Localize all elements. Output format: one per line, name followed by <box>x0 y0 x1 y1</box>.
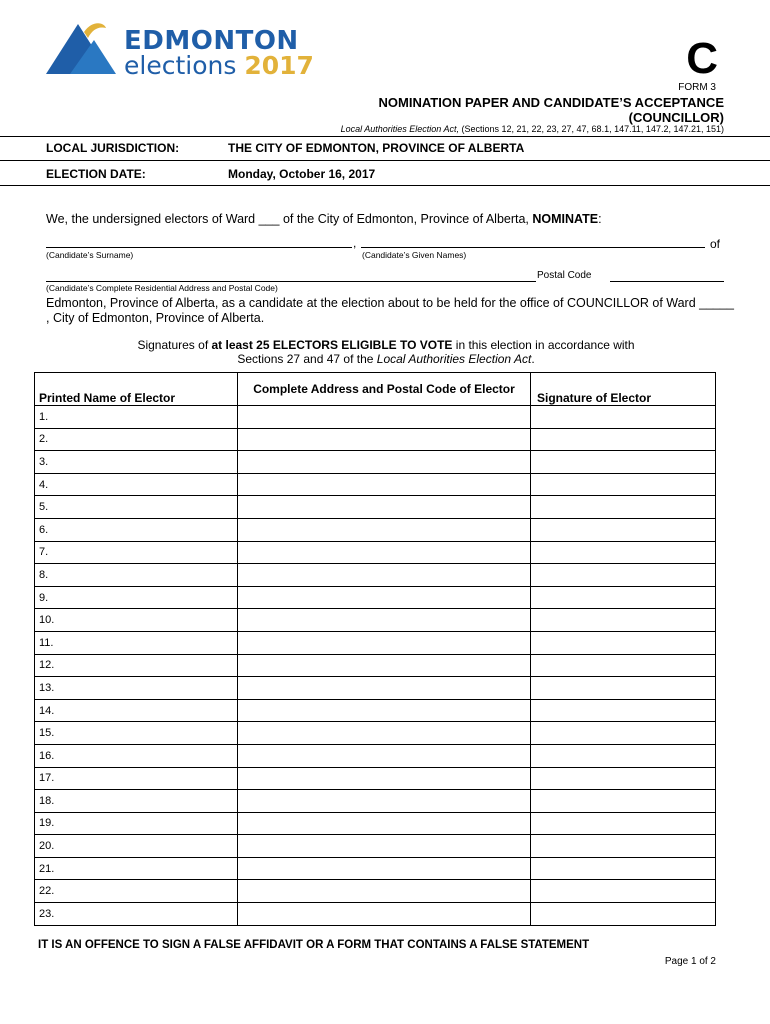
table-row <box>35 609 716 632</box>
signature-requirement <box>46 338 726 366</box>
table-row <box>35 903 716 926</box>
signature-sections: Sections 27 and 47 of the <box>237 352 377 366</box>
elector-address-cell[interactable] <box>238 586 531 609</box>
elector-address-cell[interactable] <box>238 518 531 541</box>
table-row <box>35 586 716 609</box>
elector-address-cell[interactable] <box>238 677 531 700</box>
signature-period: . <box>531 352 535 366</box>
table-row <box>35 473 716 496</box>
elector-signature-cell[interactable] <box>531 428 716 451</box>
elector-name-cell[interactable]: 18. <box>35 790 238 813</box>
signature-act-name: Local Authorities Election Act <box>376 352 532 366</box>
elector-signature-cell[interactable] <box>531 541 716 564</box>
table-row <box>35 812 716 835</box>
divider <box>0 185 770 186</box>
table-row <box>35 541 716 564</box>
elector-address-cell[interactable] <box>238 699 531 722</box>
nomination-statement <box>46 212 602 226</box>
elector-address-cell[interactable] <box>238 880 531 903</box>
candidate-address-line[interactable] <box>46 281 536 282</box>
elector-signature-cell[interactable] <box>531 451 716 474</box>
elector-signature-cell[interactable] <box>531 880 716 903</box>
elector-address-cell[interactable] <box>238 790 531 813</box>
elector-address-cell[interactable] <box>238 767 531 790</box>
logo-edmonton-text: EDMONTON <box>124 26 299 56</box>
elector-signature-cell[interactable] <box>531 857 716 880</box>
signature-intro: Signatures of <box>137 338 212 352</box>
table-row <box>35 790 716 813</box>
elector-name-cell[interactable]: 22. <box>35 880 238 903</box>
of-word: of <box>710 237 721 251</box>
column-header-address: Complete Address and Postal Code of Elector <box>238 373 531 406</box>
elector-name-cell[interactable]: 15. <box>35 722 238 745</box>
elector-signature-cell[interactable] <box>531 609 716 632</box>
signature-rest: in this election in accordance with <box>452 338 635 352</box>
jurisdiction-value: THE CITY OF EDMONTON, PROVINCE OF ALBERTA <box>228 141 525 155</box>
elector-name-cell[interactable]: 16. <box>35 744 238 767</box>
elector-name-cell[interactable]: 20. <box>35 835 238 858</box>
elector-signature-cell[interactable] <box>531 473 716 496</box>
elector-address-cell[interactable] <box>238 406 531 429</box>
candidate-given-names-line[interactable] <box>361 247 705 248</box>
table-row <box>35 767 716 790</box>
elector-address-cell[interactable] <box>238 564 531 587</box>
elector-address-cell[interactable] <box>238 903 531 926</box>
table-row <box>35 564 716 587</box>
logo-year: 2017 <box>244 51 314 80</box>
elector-signature-cell[interactable] <box>531 677 716 700</box>
form-title: NOMINATION PAPER AND CANDIDATE’S ACCEPTANCE <box>378 95 724 110</box>
election-date-value: Monday, October 16, 2017 <box>228 167 376 181</box>
elector-name-cell[interactable]: 14. <box>35 699 238 722</box>
table-row <box>35 428 716 451</box>
elector-signature-cell[interactable] <box>531 722 716 745</box>
form-subtitle: (COUNCILLOR) <box>628 110 724 125</box>
elector-signature-cell[interactable] <box>531 812 716 835</box>
table-row <box>35 451 716 474</box>
elector-name-cell[interactable]: 7. <box>35 541 238 564</box>
nomination-text-after: of the City of Edmonton, Province of Alberta, <box>279 212 533 226</box>
elector-address-cell[interactable] <box>238 451 531 474</box>
elector-name-cell[interactable]: 6. <box>35 518 238 541</box>
candidate-surname-label: (Candidate’s Surname) <box>46 250 134 260</box>
elector-name-cell[interactable]: 12. <box>35 654 238 677</box>
column-header-signature: Signature of Elector <box>531 373 716 406</box>
table-row <box>35 857 716 880</box>
postal-code-line[interactable] <box>610 281 724 282</box>
form-number: FORM 3 <box>678 82 716 93</box>
edmonton-elections-logo <box>44 22 324 82</box>
table-header-row <box>35 373 716 406</box>
table-row <box>35 722 716 745</box>
divider <box>0 136 770 137</box>
elector-address-cell[interactable] <box>238 609 531 632</box>
table-row <box>35 406 716 429</box>
elector-name-cell[interactable]: 2. <box>35 428 238 451</box>
form-letter: C <box>686 34 718 83</box>
logo-triangle-icon <box>44 22 124 78</box>
table-row <box>35 744 716 767</box>
elector-name-cell[interactable]: 13. <box>35 677 238 700</box>
signature-requirement-bold: at least 25 ELECTORS ELIGIBLE TO VOTE <box>211 338 453 352</box>
elector-signature-cell[interactable] <box>531 564 716 587</box>
table-row <box>35 699 716 722</box>
address-label: (Candidate’s Complete Residential Address and Postal Code) <box>46 283 278 293</box>
table-row <box>35 880 716 903</box>
jurisdiction-label: LOCAL JURISDICTION: <box>46 141 180 155</box>
elector-name-cell[interactable]: 11. <box>35 631 238 654</box>
elector-signature-cell[interactable] <box>531 903 716 926</box>
elector-address-cell[interactable] <box>238 631 531 654</box>
elector-name-cell[interactable]: 23. <box>35 903 238 926</box>
elector-address-cell[interactable] <box>238 428 531 451</box>
nominate-colon: : <box>598 212 602 226</box>
elector-signature-cell[interactable] <box>531 518 716 541</box>
table-row <box>35 518 716 541</box>
column-header-name: Printed Name of Elector <box>35 373 238 406</box>
elector-signature-cell[interactable] <box>531 654 716 677</box>
legislation-reference <box>341 124 724 134</box>
elector-signature-cell[interactable] <box>531 699 716 722</box>
divider <box>0 160 770 161</box>
elector-signature-cell[interactable] <box>531 744 716 767</box>
postal-code-label: Postal Code <box>537 270 592 281</box>
elector-signature-cell[interactable] <box>531 586 716 609</box>
elector-name-cell[interactable]: 3. <box>35 451 238 474</box>
table-row <box>35 835 716 858</box>
elector-name-cell[interactable]: 17. <box>35 767 238 790</box>
elector-address-cell[interactable] <box>238 541 531 564</box>
elector-name-cell[interactable]: 1. <box>35 406 238 429</box>
page-number: Page 1 of 2 <box>664 956 716 967</box>
election-date-label: ELECTION DATE: <box>46 167 146 181</box>
elector-address-cell[interactable] <box>238 722 531 745</box>
logo-elections-word: elections <box>124 51 237 80</box>
elector-name-cell[interactable]: 10. <box>35 609 238 632</box>
elector-address-cell[interactable] <box>238 654 531 677</box>
legislation-sections: (Sections 12, 21, 22, 23, 27, 47, 68.1, 147.11, 147.2, 147.21, 151) <box>458 124 724 134</box>
elector-name-cell[interactable]: 19. <box>35 812 238 835</box>
candidacy-paragraph: Edmonton, Province of Alberta, as a candidate at the election about to be held for the office of COUNCILLOR of Ward _____ , City of Edmonton, Province of Alberta. <box>46 296 734 325</box>
nominate-word: NOMINATE <box>532 212 599 226</box>
candidate-surname-line[interactable] <box>46 247 352 248</box>
elector-name-cell[interactable]: 5. <box>35 496 238 519</box>
elector-name-cell[interactable]: 4. <box>35 473 238 496</box>
elector-signature-cell[interactable] <box>531 496 716 519</box>
elector-signature-cell[interactable] <box>531 835 716 858</box>
elector-name-cell[interactable]: 8. <box>35 564 238 587</box>
elector-signature-cell[interactable] <box>531 631 716 654</box>
table-row <box>35 677 716 700</box>
elector-name-cell[interactable]: 9. <box>35 586 238 609</box>
candidate-given-names-label: (Candidate’s Given Names) <box>362 250 467 260</box>
legislation-act-name: Local Authorities Election Act, <box>340 124 459 134</box>
table-row <box>35 654 716 677</box>
table-row <box>35 496 716 519</box>
elector-address-cell[interactable] <box>238 473 531 496</box>
elector-name-cell[interactable]: 21. <box>35 857 238 880</box>
elector-address-cell[interactable] <box>238 496 531 519</box>
elector-address-cell[interactable] <box>238 812 531 835</box>
elector-signature-cell[interactable] <box>531 767 716 790</box>
elector-signature-cell[interactable] <box>531 790 716 813</box>
logo-elections-text <box>124 51 314 80</box>
electors-table <box>34 372 716 926</box>
table-row <box>35 631 716 654</box>
elector-address-cell[interactable] <box>238 744 531 767</box>
offence-warning: IT IS AN OFFENCE TO SIGN A FALSE AFFIDAVIT OR A FORM THAT CONTAINS A FALSE STATEMENT <box>38 939 590 951</box>
elector-signature-cell[interactable] <box>531 406 716 429</box>
nomination-text-before: We, the undersigned electors of Ward ___ <box>46 212 280 226</box>
elector-address-cell[interactable] <box>238 857 531 880</box>
name-comma: , <box>353 236 357 250</box>
elector-address-cell[interactable] <box>238 835 531 858</box>
